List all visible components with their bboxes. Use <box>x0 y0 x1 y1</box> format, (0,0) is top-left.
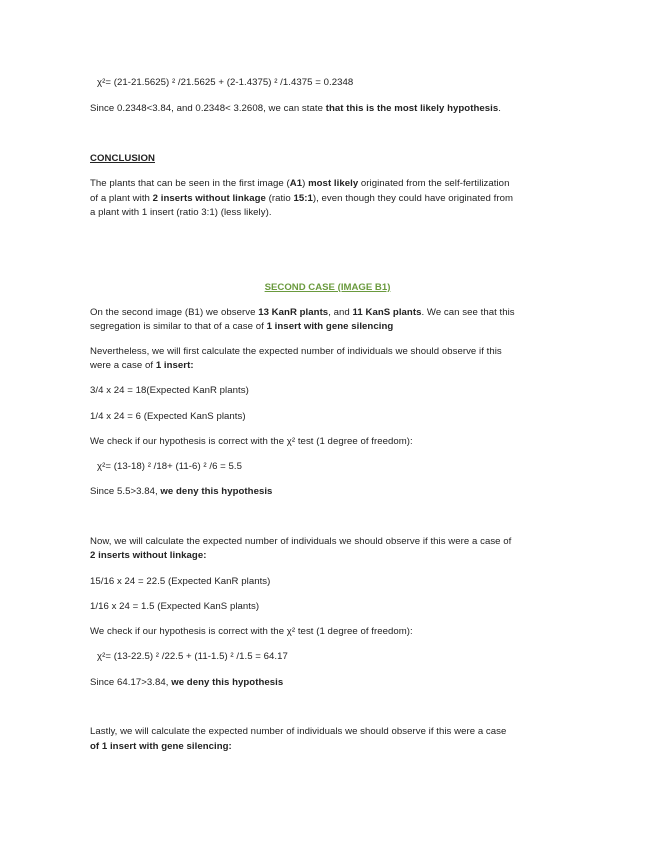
text: Since 5.5>3.84, <box>90 486 161 497</box>
bold-text: 15:1 <box>293 193 313 204</box>
lastly-line-2 <box>90 740 570 754</box>
deny-line-1 <box>90 485 570 499</box>
now-line-1: Now, we will calculate the expected number of individuals we should observe if this were a case of <box>90 536 512 547</box>
conclusion-line-3: a plant with 1 insert (ratio 3:1) (less likely). <box>90 207 272 218</box>
text: segregation is similar to that of a case of <box>90 321 267 332</box>
text: , and <box>328 307 353 318</box>
bold-text: A1 <box>289 178 303 189</box>
text: The plants that can be seen in the first image ( <box>90 178 290 189</box>
text: (ratio <box>265 193 294 204</box>
chi-check-line-2: We check if our hypothesis is correct with the χ² test (1 degree of freedom): <box>90 626 413 637</box>
text: of a plant with <box>90 193 153 204</box>
observation-line-2 <box>90 320 570 334</box>
bold-text: we deny this hypothesis <box>160 486 273 497</box>
bold-text: 1 insert: <box>155 360 194 371</box>
text: Since 0.2348<3.84, and 0.2348< 3.2608, we can state <box>90 103 326 114</box>
text: . We can see that this <box>421 307 515 318</box>
calc-kans-one-insert: 1/4 x 24 = 6 (Expected KanS plants) <box>90 411 246 422</box>
bold-text: 13 KanR plants <box>258 307 329 318</box>
bold-text: 2 inserts without linkage: <box>90 550 207 561</box>
text: Since 64.17>3.84, <box>90 677 172 688</box>
text: . <box>498 103 501 114</box>
nevertheless-line-1: Nevertheless, we will first calculate the expected number of individuals we should observe if this <box>90 346 502 357</box>
chi-square-one-insert: χ²= (13-18) ² /18+ (11-6) ² /6 = 5.5 <box>97 461 243 472</box>
text: ), even though they could have originated from <box>312 193 514 204</box>
deny-line-2 <box>90 676 570 690</box>
bold-text: 1 insert with gene silencing <box>266 321 394 332</box>
text: were a case of <box>90 360 156 371</box>
now-line-2 <box>90 549 570 563</box>
calc-kanr-one-insert: 3/4 x 24 = 18(Expected KanR plants) <box>90 385 249 396</box>
bold-text: of 1 insert with gene silencing: <box>90 741 232 752</box>
chi-check-line-1: We check if our hypothesis is correct with the χ² test (1 degree of freedom): <box>90 436 413 447</box>
bold-text: that this is the most likely hypothesis <box>325 103 499 114</box>
conclusion-line-1 <box>90 177 570 191</box>
text: ) <box>302 178 309 189</box>
nevertheless-line-2 <box>90 359 570 373</box>
bold-text: 2 inserts without linkage <box>152 193 266 204</box>
observation-line-1 <box>90 306 570 320</box>
calc-kanr-two-inserts: 15/16 x 24 = 22.5 (Expected KanR plants) <box>90 576 271 587</box>
second-case-title: SECOND CASE (IMAGE B1) <box>264 282 391 293</box>
conclusion-heading: CONCLUSION <box>90 153 155 164</box>
bold-text: we deny this hypothesis <box>171 677 284 688</box>
bold-text: 11 KanS plants <box>352 307 422 318</box>
text: On the second image (B1) we observe <box>90 307 259 318</box>
calc-kans-two-inserts: 1/16 x 24 = 1.5 (Expected KanS plants) <box>90 601 260 612</box>
bold-text: most likely <box>308 178 359 189</box>
text: originated from the self-fertilization <box>358 178 510 189</box>
chi-square-first-case: χ²= (21-21.5625) ² /21.5625 + (2-1.4375) ² /1.4375 = 0.2348 <box>97 77 354 88</box>
conclusion-line-2 <box>90 192 570 206</box>
chi-square-two-inserts: χ²= (13-22.5) ² /22.5 + (11-1.5) ² /1.5 = 64.17 <box>97 651 288 662</box>
lastly-line-1: Lastly, we will calculate the expected number of individuals we should observe if this were a case <box>90 726 507 737</box>
first-case-conclusion-line <box>90 102 570 116</box>
